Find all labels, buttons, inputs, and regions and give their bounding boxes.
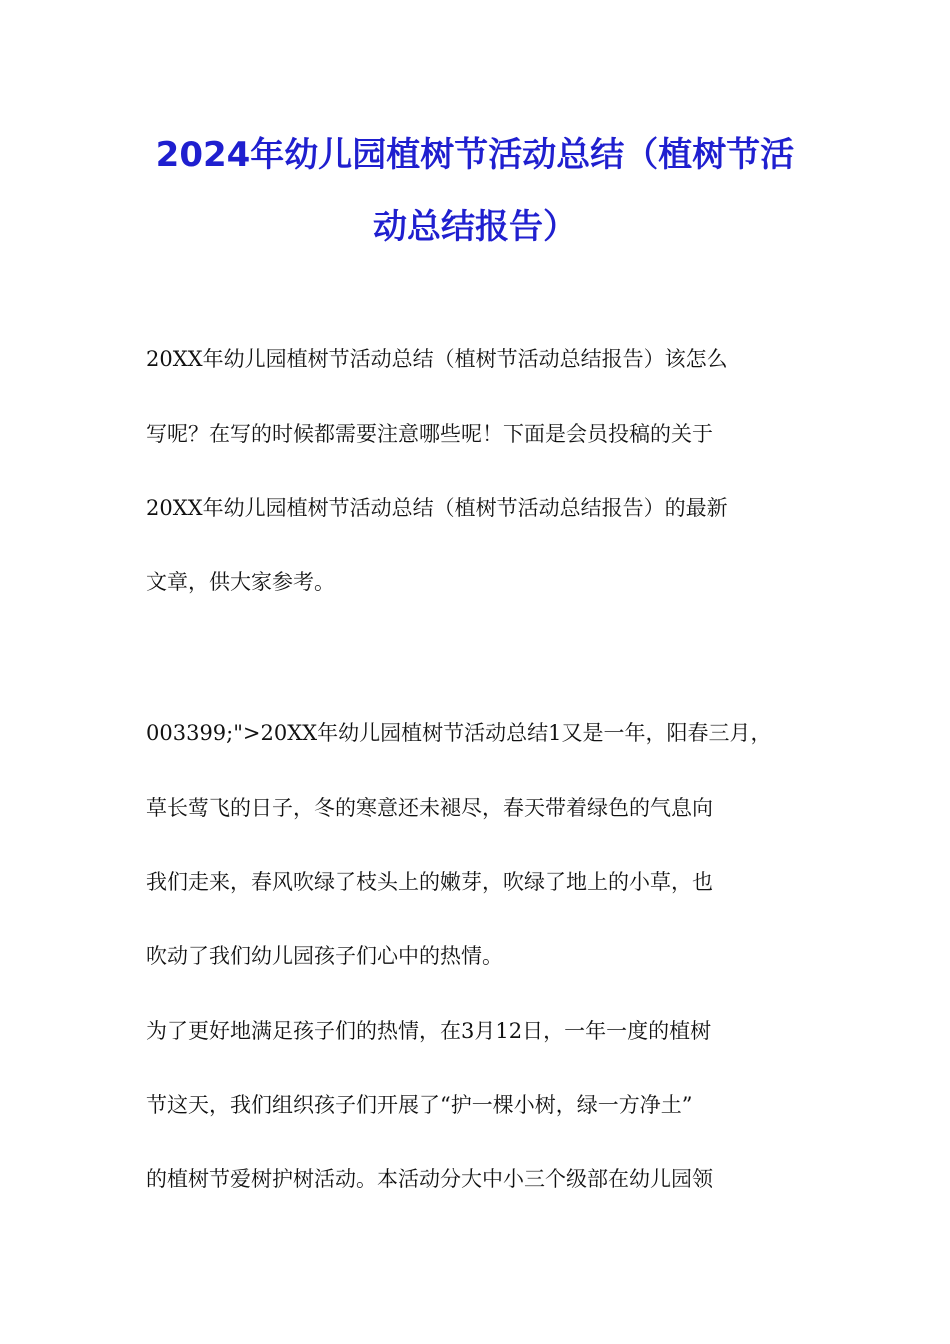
intro-line-2: 写呢？在写的时候都需要注意哪些呢！下面是会员投稿的关于 — [146, 422, 713, 446]
body-line-3: 我们走来，春风吹绿了枝头上的嫩芽，吹绿了地上的小草，也 — [146, 870, 713, 894]
body-line-6: 节这天，我们组织孩子们开展了“护一棵小树，绿一方净土” — [146, 1093, 693, 1117]
intro-line-4: 文章，供大家参考。 — [146, 570, 335, 594]
body-line-4: 吹动了我们幼儿园孩子们心中的热情。 — [146, 944, 503, 968]
body-line-2: 草长莺飞的日子，冬的寒意还未褪尽，春天带着绿色的气息向 — [146, 796, 713, 820]
intro-line-3: 20XX年幼儿园植树节活动总结（植树节活动总结报告）的最新 — [146, 496, 728, 520]
body-line-5: 为了更好地满足孩子们的热情，在3月12日，一年一度的植树 — [146, 1019, 712, 1043]
intro-line-1: 20XX年幼儿园植树节活动总结（植树节活动总结报告）该怎么 — [146, 347, 728, 371]
body-line-7: 的植树节爱树护树活动。本活动分大中小三个级部在幼儿园领 — [146, 1167, 713, 1191]
body-line-1: 003399;">20XX年幼儿园植树节活动总结1又是一年，阳春三月， — [146, 721, 772, 745]
document-title-line-2: 动总结报告） — [373, 207, 577, 247]
document-title-line-1: 2024年幼儿园植树节活动总结（植树节活 — [155, 135, 795, 175]
